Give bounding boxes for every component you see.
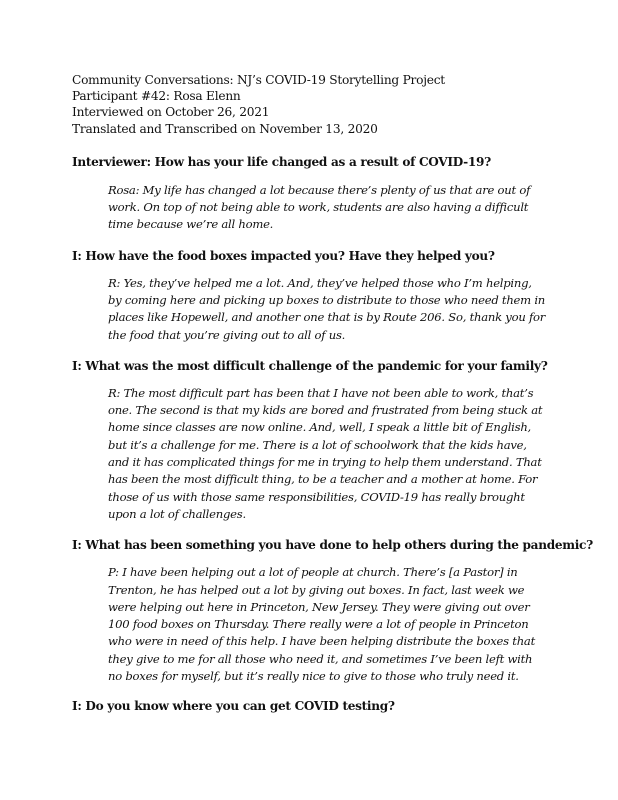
transcription-date: Translated and Transcribed on November 13, 2020 (72, 121, 378, 136)
interview-date: Interviewed on October 26, 2021 (72, 105, 270, 120)
document-header (72, 72, 548, 137)
answer-2: R: Yes, they’ve helped me a lot. And, they’ve helped those who I’m helping, by coming here and picking up boxes to distribute to those who need them in places like Hopewell, and another one that is by Route 206. So, thank you for the food that you’re giving out to all of us. (108, 275, 546, 342)
question-4: I: What has been something you have done to help others during the pandemic? (72, 538, 593, 553)
question-5: I: Do you know where you can get COVID testing? (72, 699, 395, 714)
question-1: Interviewer: How has your life changed as a result of COVID-19? (72, 154, 491, 169)
project-title: Community Conversations: NJ’s COVID-19 Storytelling Project (72, 73, 445, 87)
answer-4: P: I have been helping out a lot of people at church. There’s [a Pastor] in Trenton, he has helped out a lot by giving out boxes. In fact, last week we were helping out here in Princeton, New Jersey. They were giving out over 100 food boxes on Thursday. There really were a lot of people in Princeton who were in need of this help. I have been helping distribute the boxes that they give to me for all those who need it, and sometimes I’ve been left with no boxes for myself, but it’s really nice to give to those who truly need it. (108, 565, 536, 684)
answer-3: R: The most difficult part has been that I have not been able to work, that’s one. The second is that my kids are bored and frustrated from being stuck at home since classes are now online. And, well, I speak a little bit of English, but it’s a challenge for me. There is a lot of schoolwork that the kids have, and it has complicated things for me in trying to help them understand. That has been the most difficult thing, to be a teacher and a mother at home. For those of us with those same responsibilities, COVID-19 has really brought upon a lot of challenges. (108, 385, 543, 521)
question-2: I: How have the food boxes impacted you? Have they helped you? (72, 248, 495, 263)
question-3: I: What was the most difficult challenge of the pandemic for your family? (72, 358, 548, 373)
participant-line: Participant #42: Rosa Elenn (72, 89, 241, 104)
answer-1: Rosa: My life has changed a lot because there’s plenty of us that are out of work. On top of not being able to work, students are also having a difficult time because we’re all home. (108, 182, 531, 232)
